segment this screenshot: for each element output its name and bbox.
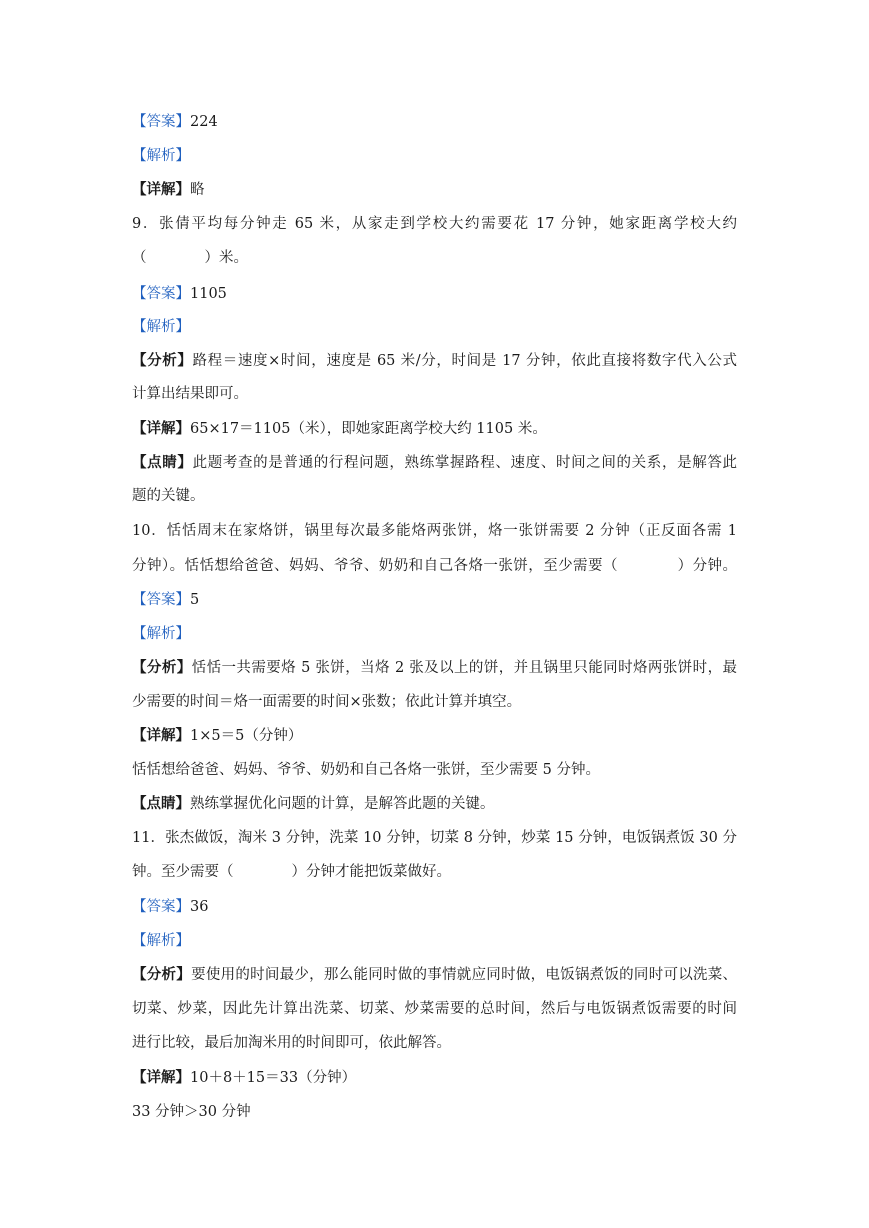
q10-fenxi-line2: 少需要的时间＝烙一面需要的时间×张数；依此计算并填空。 — [132, 694, 522, 710]
answer-value: 1105 — [190, 286, 227, 302]
detail-value: 略 — [190, 182, 205, 198]
q9-dianjing-line2: 题的关键。 — [132, 488, 205, 504]
q10-question-line2: 分钟）。恬恬想给爸爸、妈妈、爷爷、奶奶和自己各烙一张饼，至少需要（ ）分钟。 — [132, 558, 737, 574]
analysis-label: 【解析】 — [132, 626, 190, 642]
analysis-label: 【解析】 — [132, 933, 190, 949]
q10-dianjing-line — [132, 794, 495, 814]
detail-label: 【详解】 — [132, 727, 190, 744]
fenxi-text: 要使用的时间最少，那么能同时做的事情就应同时做，电饭锅煮饭的同时可以洗菜、 — [191, 967, 738, 983]
q11-analysis-line — [132, 931, 190, 951]
q10-detail-line2: 恬恬想给爸爸、妈妈、爷爷、奶奶和自己各烙一张饼，至少需要 5 分钟。 — [132, 762, 600, 778]
dianjing-label: 【点睛】 — [132, 454, 193, 471]
answer-label: 【答案】 — [132, 592, 190, 608]
detail-label: 【详解】 — [132, 1069, 190, 1086]
q11-question-line1: 11．张杰做饭，淘米 3 分钟，洗菜 10 分钟，切菜 8 分钟，炒菜 15 分钟，电饭锅煮饭 30 分 — [132, 830, 737, 846]
q9-question-line2: （ ）米。 — [132, 250, 248, 266]
fenxi-label: 【分析】 — [132, 659, 192, 676]
answer-value: 36 — [190, 899, 209, 915]
q10-fenxi-line1 — [132, 658, 737, 678]
q9-analysis-line — [132, 317, 190, 337]
q9-detail-line — [132, 419, 547, 439]
q9-fenxi-line1 — [132, 351, 737, 371]
detail-label: 【详解】 — [132, 420, 190, 437]
detail-value: 1×5＝5（分钟） — [190, 728, 303, 744]
q11-detail-line2: 33 分钟＞30 分钟 — [132, 1104, 251, 1120]
fenxi-label: 【分析】 — [132, 966, 192, 983]
detail-value: 65×17＝1105（米），即她家距离学校大约 1105 米。 — [190, 421, 547, 437]
q9-fenxi-line2: 计算出结果即可。 — [132, 386, 248, 402]
answer-label: 【答案】 — [132, 899, 190, 915]
answer-label: 【答案】 — [132, 286, 190, 302]
q10-detail-line — [132, 726, 302, 746]
q10-question-line1: 10．恬恬周末在家烙饼，锅里每次最多能烙两张饼，烙一张饼需要 2 分钟（正反面各需 1 — [132, 523, 737, 539]
fenxi-text: 恬恬一共需要烙 5 张饼，当烙 2 张及以上的饼，并且锅里只能同时烙两张饼时，最 — [191, 660, 737, 676]
analysis-label: 【解析】 — [132, 148, 190, 164]
q11-fenxi-line2: 切菜、炒菜，因此先计算出洗菜、切菜、炒菜需要的总时间，然后与电饭锅煮饭需要的时间 — [132, 1001, 737, 1017]
q9-dianjing-line1 — [132, 453, 737, 473]
q9-question-line1: 9．张倩平均每分钟走 65 米，从家走到学校大约需要花 17 分钟，她家距离学校大约 — [132, 216, 737, 232]
q8-detail-line — [132, 180, 205, 200]
answer-value: 5 — [190, 592, 200, 608]
q8-answer-line — [132, 112, 218, 132]
detail-label: 【详解】 — [132, 181, 190, 198]
q8-analysis-line — [132, 146, 190, 166]
dianjing-text: 此题考查的是普通的行程问题，熟练掌握路程、速度、时间之间的关系，是解答此 — [192, 455, 738, 471]
fenxi-text: 路程＝速度×时间，速度是 65 米/分，时间是 17 分钟，依此直接将数字代入公式 — [192, 353, 737, 369]
q11-fenxi-line1 — [132, 965, 737, 985]
analysis-label: 【解析】 — [132, 319, 190, 335]
fenxi-label: 【分析】 — [132, 352, 193, 369]
q11-detail-line — [132, 1068, 356, 1088]
q11-answer-line — [132, 897, 208, 917]
dianjing-text: 熟练掌握优化问题的计算，是解答此题的关键。 — [190, 796, 495, 812]
q9-answer-line — [132, 284, 227, 304]
q11-fenxi-line3: 进行比较，最后加淘米用的时间即可，依此解答。 — [132, 1035, 451, 1051]
q11-question-line2: 钟。至少需要（ ）分钟才能把饭菜做好。 — [132, 864, 451, 880]
q10-analysis-line — [132, 624, 190, 644]
q10-answer-line — [132, 590, 199, 610]
dianjing-label: 【点睛】 — [132, 795, 190, 812]
answer-value: 224 — [190, 114, 218, 130]
answer-label: 【答案】 — [132, 114, 190, 130]
detail-value: 10＋8＋15＝33（分钟） — [190, 1070, 357, 1086]
